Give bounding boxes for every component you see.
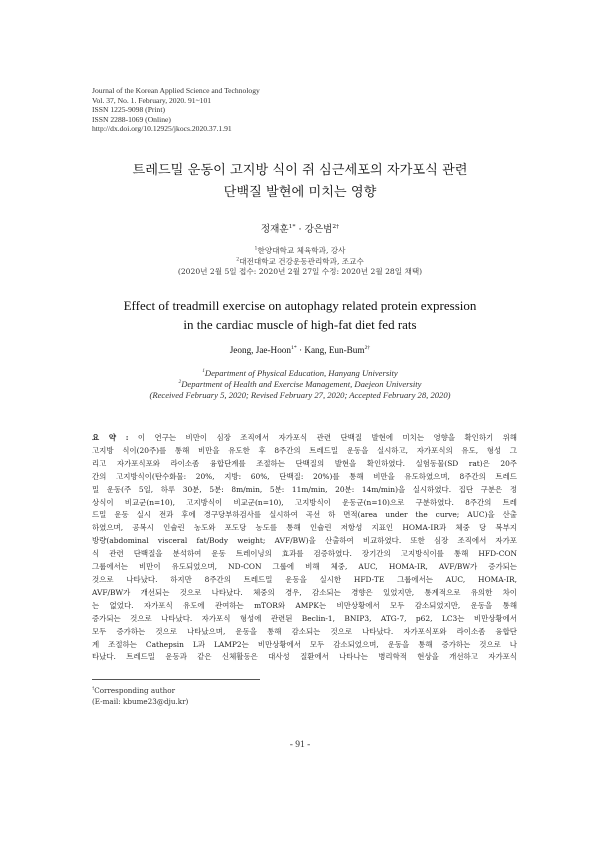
english-received-dates: (Received February 5, 2020; Revised February 27, 2020; Accepted February 28, 2020) [149, 390, 451, 400]
english-affiliation-1 [0, 368, 600, 379]
journal-info [92, 86, 260, 134]
abstract-line: 하였으며, 공복시 인슐린 농도와 포도당 농도를 통해 인슐린 저항성 지표인 HOMA-IR과 체중 당 복부지 [92, 523, 517, 533]
abstract-line: 리고 자가포식포와 라이소좀 융합단계를 조절하는 단백질의 발현을 확인하였다. 실험동물(SD rat)은 20주 [92, 458, 517, 468]
korean-authors [0, 221, 600, 235]
korean-affiliation-2 [0, 257, 600, 268]
abstract-line: 식 관련 단백질을 분석하여 운동 트레이닝의 효과를 검증하였다. 장기간의 고지방식이를 통해 HFD-CON [92, 549, 517, 559]
english-affiliation-2 [0, 379, 600, 390]
aff-mark: 2 [178, 379, 182, 386]
abstract-line: 것으로 나타났다. 하지만 8주간의 트레드밀 운동을 실시한 HFD-TE 그룹에서는 AUC, HOMA-IR, [92, 574, 517, 584]
author-separator: · [296, 345, 305, 355]
aff-mark: 2 [236, 256, 240, 262]
english-title-line2: in the cardiac muscle of high-fat diet fed rats [183, 316, 417, 332]
abstract-line: 드밀 운동 실시 전과 후에 경구당부하검사를 실시하여 곡선 하 면적(area under the curve; AUC)을 산출 [92, 510, 517, 520]
abstract-line: 밀 운동(주 5일, 하루 30분, 5분: 8m/min, 5분: 11m/min, 20분: 14m/min)을 실시하였다. 집단 구분은 정 [92, 484, 517, 494]
korean-affiliations [0, 246, 600, 278]
english-authors [0, 345, 600, 355]
aff-mark: 1 [202, 368, 205, 375]
page-number: - 91 - [289, 740, 311, 750]
abstract-line [92, 432, 517, 445]
footnote [92, 686, 188, 707]
abstract-line: 모두 증가하는 것으로 나타났으며, 운동을 통해 감소되는 것으로 나타났다. 자가포식포와 라이소좀 융합단 [92, 626, 517, 636]
korean-affiliation-1 [0, 246, 600, 257]
corresponding-author [92, 686, 188, 697]
aff-mark: 1 [254, 246, 258, 252]
abstract-line: 고지방 식이(20주)를 통해 비만을 유도한 후 8주간의 트레드밀 운동을 실시하고, 자가포식의 유도, 형성 그 [92, 445, 517, 455]
journal-volume: Vol. 37, No. 1. February, 2020. 91~101 [92, 95, 212, 105]
journal-issn-print: ISSN 1225-9098 (Print) [92, 105, 165, 115]
korean-author-1: 정재훈 [260, 224, 289, 235]
english-author-2: Kang, Eun-Bum [304, 345, 365, 355]
journal-doi: http://dx.doi.org/10.12925/jkocs.2020.37.1.91 [92, 124, 232, 134]
korean-author-2-mark: 2† [332, 222, 340, 230]
abstract-line: 상식이 비교군(n=10), 고지방식이 비교군(n=10), 고지방식이 운동군(n=10)으로 구분하였다. 8주간의 트레 [92, 497, 517, 507]
abstract-line: 계 조절하는 Cathepsin L과 LAMP2는 비만상황에서 모두 감소되었으며, 운동을 통해 증가하는 것으로 나 [92, 639, 517, 649]
dagger-mark: † [92, 686, 95, 692]
abstract-line: AVF/BW가 개선되는 것으로 나타났다. 체중의 경우, 감소되는 경향은 있었지만, 통계적으로 유의한 차이 [92, 587, 517, 597]
journal-issn-online: ISSN 2288-1069 (Online) [92, 114, 171, 124]
aff-text: 한양대학교 체육학과, 강사 [257, 246, 346, 255]
english-author-2-mark: 2† [364, 344, 371, 351]
corresponding-email: (E-mail: kbume23@dju.kr) [92, 696, 189, 706]
aff-text: Department of Health and Exercise Management, Daejeon University [181, 379, 422, 389]
korean-received-dates: (2020년 2월 5일 접수: 2020년 2월 27일 수정: 2020년 2월 28일 채택) [177, 267, 423, 276]
abstract-line: 타났다. 트레드밀 운동과 같은 신체활동은 대사성 질환에서 나타나는 병리학적 현상을 개선하고 자가포식 [92, 652, 517, 662]
korean-author-1-mark: 1* [288, 222, 296, 230]
author-separator: · [295, 224, 305, 235]
aff-text: Department of Physical Education, Hanyang University [204, 368, 398, 378]
abstract-line: 는 없었다. 자가포식 유도에 관여하는 mTOR와 AMPK는 비만상황에서 모두 감소되었지만, 운동을 통해 [92, 600, 517, 610]
korean-author-2: 강은범 [304, 224, 333, 235]
abstract-line: 간의 고지방식이(탄수화물: 20%, 지방: 60%, 단백질: 20%)를 통해 비만을 유도하였으며, 8주간의 트레드 [92, 471, 517, 481]
english-title [0, 297, 600, 334]
english-affiliations [0, 368, 600, 401]
footnote-divider [92, 679, 260, 680]
korean-title-line2: 단백질 발현에 미치는 영향 [223, 185, 377, 200]
abstract-line: 그룹에서는 비만이 유도되었으며, ND-CON 그룹에 비해 체중, AUC, HOMA-IR, AVF/BW가 증가되는 [92, 562, 517, 572]
korean-title [0, 160, 600, 204]
korean-title-line1: 트레드밀 운동이 고지방 식이 쥐 심근세포의 자가포식 관련 [132, 163, 468, 178]
aff-text: 대전대학교 건강운동관리학과, 조교수 [239, 256, 364, 266]
corresponding-label: Corresponding author [94, 686, 176, 695]
abstract [92, 432, 517, 664]
abstract-line: 방량(abdominal visceral fat/Body weight; AVF/BW)을 산출하여 비교하였다. 또한 심장 조직에서 자가포 [92, 536, 517, 546]
abstract-label: 요 약 : [92, 433, 129, 442]
abstract-line: 증가되는 것으로 나타났다. 자가포식 형성에 관련된 Beclin-1, BNIP3, ATG-7, p62, LC3는 비만상황에서 [92, 613, 517, 623]
abstract-text: 이 연구는 비만이 심장 조직에서 자가포식 관련 단백질 발현에 미치는 영향을 확인하기 위해 [128, 433, 517, 442]
english-author-1: Jeong, Jae-Hoon [229, 345, 291, 355]
journal-name: Journal of the Korean Applied Science and Technology [92, 86, 260, 95]
english-author-1-mark: 1* [290, 344, 297, 351]
english-title-line1: Effect of treadmill exercise on autophagy related protein expression [123, 298, 477, 313]
